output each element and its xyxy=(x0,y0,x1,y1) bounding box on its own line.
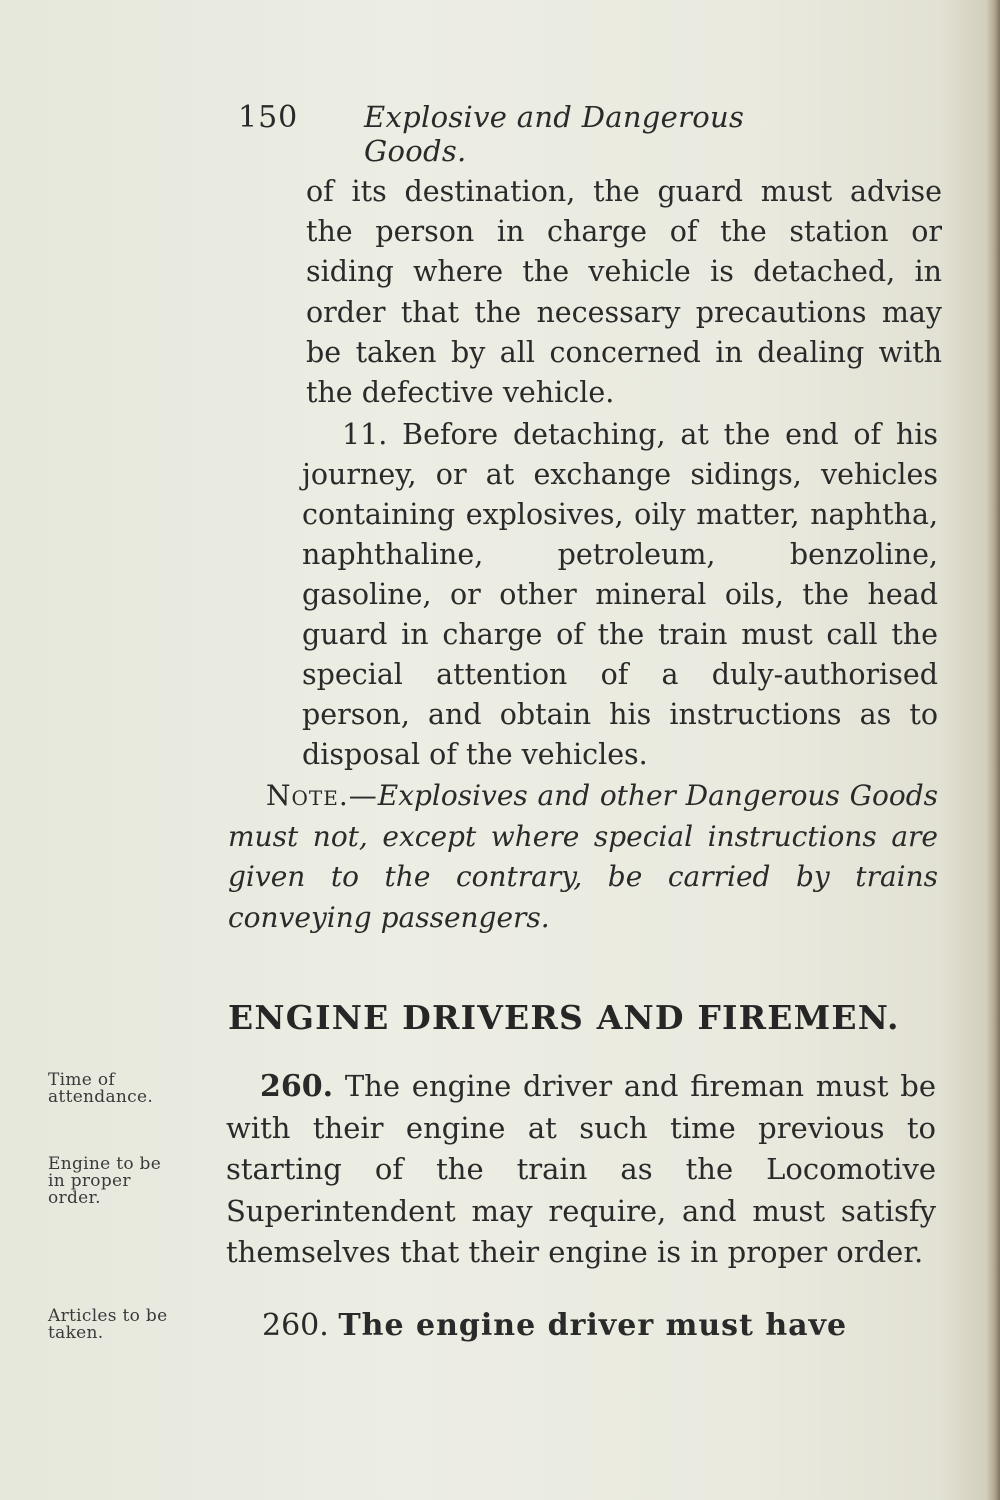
margin-note-time-of-attendance: Time of attendance. xyxy=(48,1070,154,1107)
note-label: Note.— xyxy=(266,779,378,812)
margin-note-engine-proper-order: Engine to be in proper order. xyxy=(48,1154,162,1208)
note-paragraph xyxy=(228,776,938,938)
page-header xyxy=(238,100,838,168)
rule-260-continued-start xyxy=(262,1308,938,1343)
rule-260-paragraph xyxy=(226,1066,936,1274)
rule-number-2: 260. xyxy=(262,1308,329,1343)
note-text: Explosives and other Dangerous Goods must not, except where special instructions are given to the contrary, be carried by trains conveying passengers. xyxy=(228,779,938,934)
paragraph-11: 11. Before detaching, at the end of his journey, or at exchange sidings, vehicles containing explosives, oily matter, naphtha, naphthaline, petroleum, benzoline, gasoline, or other mineral oils, the head guard in charge of the train must call the special attention of a duly-authorised person, and obtain his instructions as to disposal of the vehicles. xyxy=(302,418,938,771)
page-edge-shadow xyxy=(986,0,1000,1500)
margin-note-articles-to-be-taken: Articles to be taken. xyxy=(48,1306,168,1343)
running-title: Explosive and Dangerous Goods. xyxy=(364,100,745,168)
page-number: 150 xyxy=(238,100,299,135)
continued-paragraph: of its destination, the guard must advise the person in charge of the station or siding where the vehicle is detached, in order that the necessary precautions may be taken by all concerned in dealing with the defective vehicle. xyxy=(306,175,942,410)
section-heading: ENGINE DRIVERS AND FIREMEN. xyxy=(228,998,900,1037)
rule-text: The engine driver and fireman must be with their engine at such time previous to starting of the train as the Locomotive Superintendent may require, and must satisfy themselves that their engine is in proper order. xyxy=(226,1069,937,1269)
rule-text-2: The engine driver must have xyxy=(338,1308,848,1343)
rule-number: 260. xyxy=(260,1069,334,1104)
